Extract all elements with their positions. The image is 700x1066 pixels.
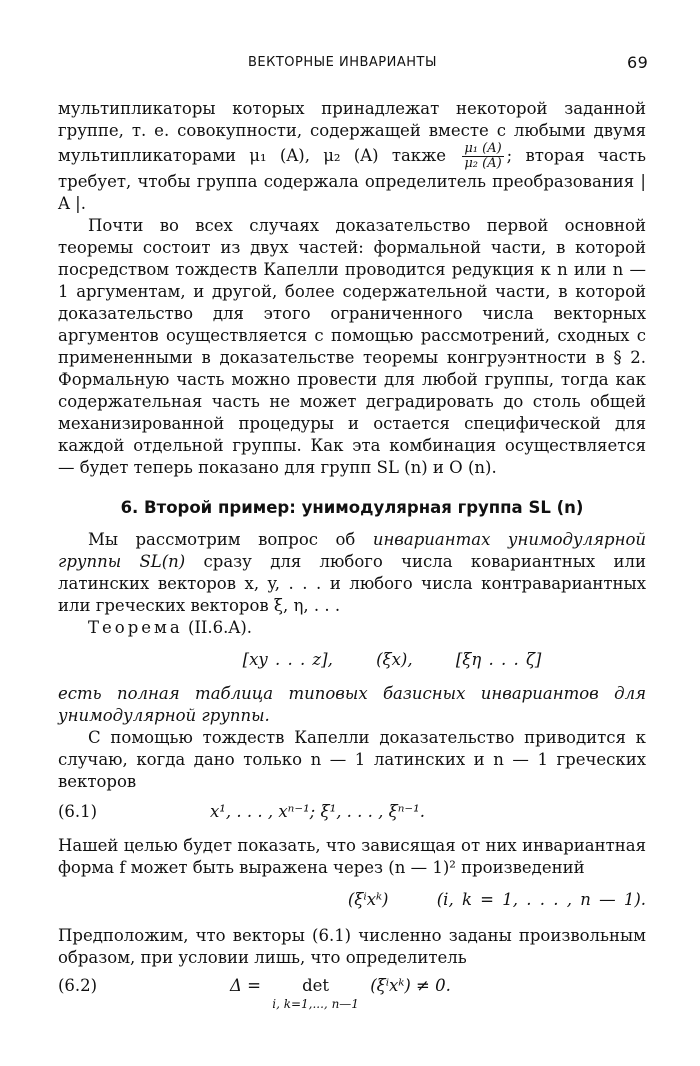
products-display — [58, 889, 646, 911]
determinant-rhs: (ξⁱxᵏ) ≠ 0. — [370, 976, 451, 995]
theorem-statement: есть полная таблица типовых базисных инвариантов для унимодулярной группы. — [58, 684, 646, 725]
determinant-lhs: Δ = — [230, 976, 261, 995]
page-content — [58, 98, 646, 1023]
paragraph-1-part-a: мультипликаторы которых принадлежат некоторой заданной группе, т. е. совокупности, содержащей вместе с любыми двумя мультипликаторами μ₁ (A), μ₂ (A) также — [58, 99, 646, 165]
running-title: ВЕКТОРНЫЕ ИНВАРИАНТЫ — [248, 55, 437, 70]
paragraph-3 — [58, 529, 646, 617]
paragraph-3-part-a: Мы рассмотрим вопрос об — [88, 530, 356, 549]
theorem-formula — [138, 649, 646, 671]
paragraph-1 — [58, 98, 646, 215]
page-number: 69 — [627, 53, 649, 72]
theorem-line — [58, 617, 646, 639]
determinant-subscript: i, k=1,..., n—1 — [272, 997, 359, 1011]
paragraph-3-part-b: сразу для любого числа ковариантных или латинских векторов x, y, . . . и любого числа контравариантных или греческих векторов ξ, η, . . . — [58, 552, 647, 615]
determinant-operator — [272, 975, 359, 1011]
paragraph-2: Почти во всех случаях доказательство первой основной теоремы состоит из двух частей: формальной части, в которой посредством тождеств Капелли проводится редукция к n или n — 1 аргументам, и другой, более содержательной части, в которой доказательство для этого ограниченного числа векторных аргументов осуществляется с помощью рассмотрений, сходных с примененными в доказательстве теоремы конгруэнтности в § 2. Формальную часть можно провести для любой группы, тогда как содержательная часть не может деградировать до столь общей механизированной процедуры и остается специфической для каждой отдельной группы. Как эта комбинация осуществляется — будет теперь показано для групп SL (n) и O (n). — [58, 216, 646, 477]
determinant-expression — [230, 975, 451, 1011]
theorem-ref: (II.6.A). — [187, 618, 253, 637]
theorem-text — [58, 683, 646, 727]
equation-body-6-1: x¹, . . . , xⁿ⁻¹; ξ¹, . . . , ξⁿ⁻¹. — [210, 802, 425, 821]
paragraph-4: С помощью тождеств Капелли доказательство приводится к случаю, когда дано только n — 1 латинских и n — 1 греческих векторов — [58, 728, 646, 791]
formula-bracket-greek: [ξη . . . ζ] — [455, 650, 542, 669]
paragraph-6: Предположим, что векторы (6.1) численно заданы произвольным образом, при условии лишь, что определитель — [58, 926, 646, 967]
equation-6-1 — [58, 801, 646, 823]
theorem-label: Теорема — [88, 618, 183, 637]
equation-number-6-2: (6.2) — [58, 976, 98, 995]
fraction-denominator: μ₂ (A) — [464, 156, 502, 171]
paragraph-3-emphasis: инвариантах унимодулярной группы SL(n) — [58, 530, 647, 571]
fraction-numerator: μ₁ (A) — [464, 141, 502, 156]
equation-6-2 — [58, 975, 646, 1011]
paragraph-1-part-b: ; вторая часть требует, чтобы группа содержала определитель преобразования | A |. — [58, 146, 647, 213]
formula-pairing: (ξx), — [376, 650, 413, 669]
fraction-mu1-over-mu2 — [462, 142, 503, 171]
products-range: (i, k = 1, . . . , n — 1). — [436, 890, 646, 909]
equation-number-6-1: (6.1) — [58, 802, 98, 821]
products-expression: (ξⁱxᵏ) — [347, 890, 389, 909]
determinant-label: det — [302, 976, 330, 995]
formula-bracket-latin: [xy . . . z], — [242, 650, 333, 669]
section-title: 6. Второй пример: унимодулярная группа SL (n) — [120, 498, 584, 517]
paragraph-5: Нашей целью будет показать, что зависящая от них инвариантная форма f может быть выражена через (n — 1)² произведений — [58, 836, 646, 877]
